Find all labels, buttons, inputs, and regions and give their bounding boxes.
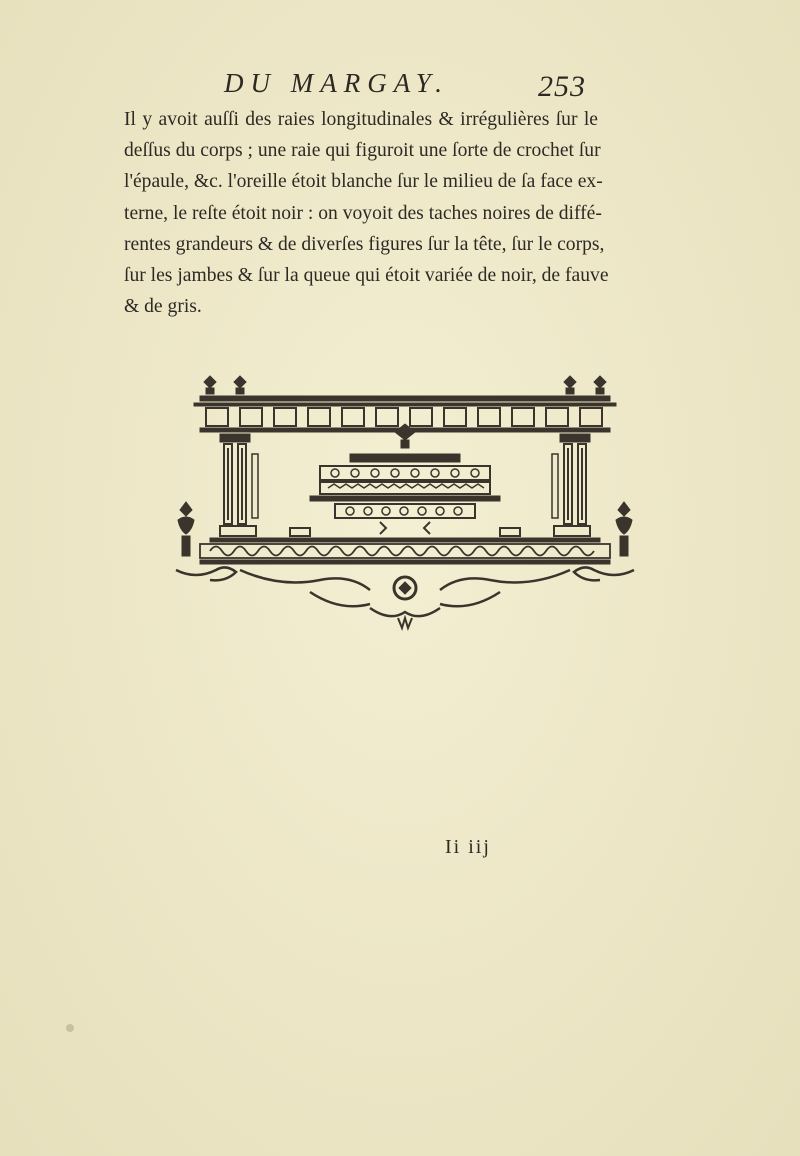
central-altar-icon xyxy=(310,424,500,534)
page-number: 253 xyxy=(538,70,586,103)
signature-mark: Ii iij xyxy=(445,836,491,858)
finial-icon xyxy=(204,376,606,394)
text-line: ſur les jambes & ſur la queue qui étoit variée de noir, de fauve xyxy=(124,265,609,287)
paper-stain xyxy=(66,1024,74,1032)
text-line: terne, le reſte étoit noir : on voyoit des taches noires de diffé- xyxy=(124,202,602,224)
text-line: deſſus du corps ; une raie qui figuroit une ſorte de crochet ſur xyxy=(124,140,601,162)
running-head xyxy=(0,66,800,106)
text-line: & de gris. xyxy=(124,296,202,318)
running-title: DU MARGAY. xyxy=(224,68,450,98)
text-line: l'épaule, &c. l'oreille étoit blanche ſur le milieu de ſa face ex- xyxy=(124,171,603,193)
body-paragraph xyxy=(124,104,609,322)
pendant-icon xyxy=(370,577,440,628)
text-line: Il y avoit auſſi des raies longitudinales & irrégulières ſur le xyxy=(124,109,598,130)
text-line: rentes grandeurs & de diverſes figures ſur la tête, ſur le corps, xyxy=(124,233,605,255)
tailpiece-ornament-icon xyxy=(170,370,640,635)
